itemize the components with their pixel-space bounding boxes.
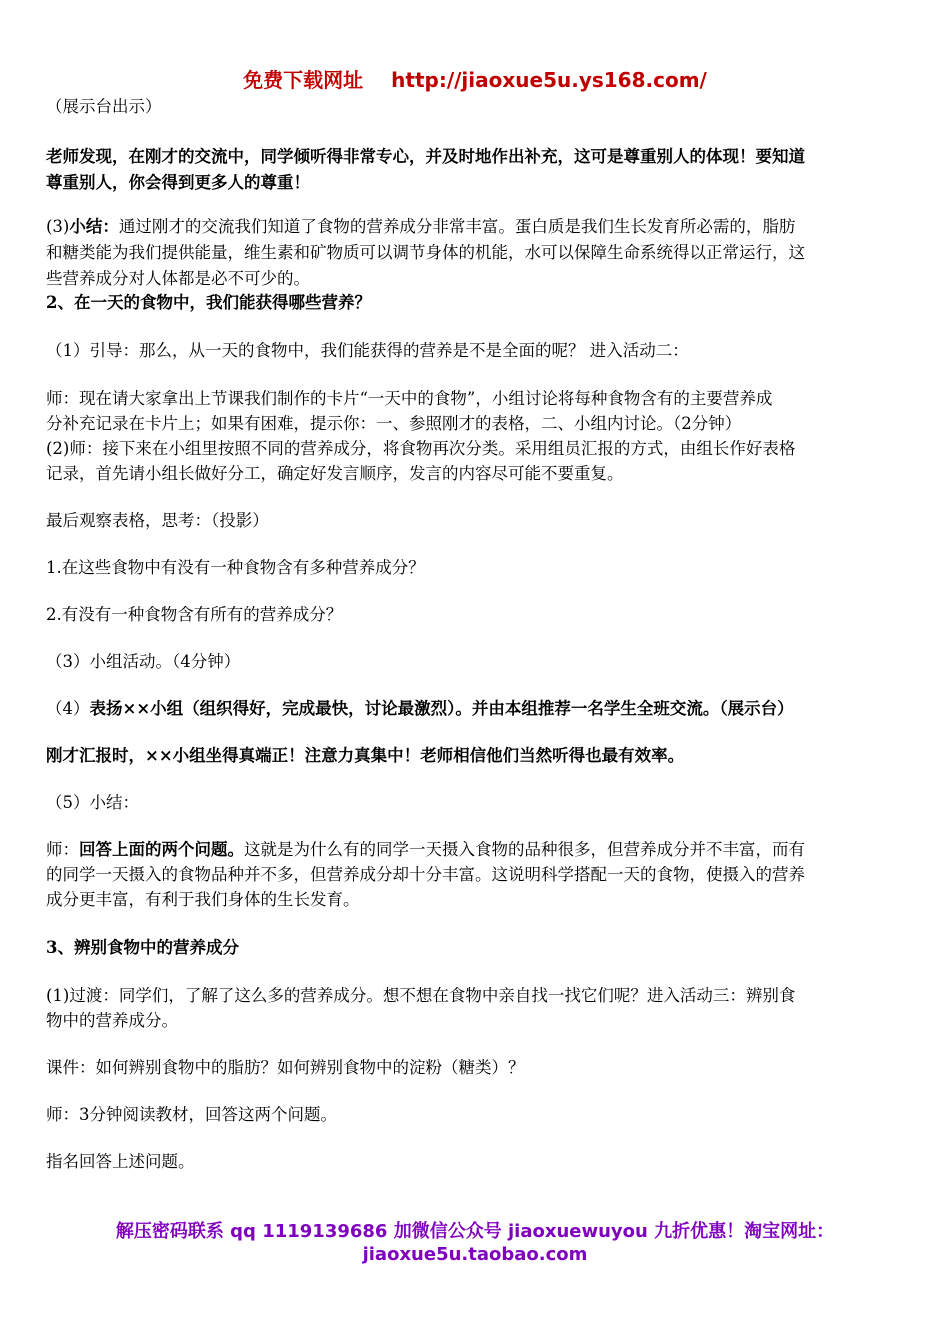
paragraph-teacher-card-line2: 分补充记录在卡片上；如果有困难，提示你：一、参照刚才的表格，二、小组内讨论。（2分钟） [46,414,742,433]
paragraph-courseware: 课件：如何辨别食物中的脂肪？如何辨别食物中的淀粉（糖类）？ [46,1058,525,1077]
header-label: 免费下载网址 [243,68,364,92]
answer-text: 这就是为什么有的同学一天摄入食物的品种很多，但营养成分并不丰富，而有 [244,840,805,859]
paragraph-observe: 最后观察表格，思考：（投影） [46,511,269,530]
paragraph-summary-line2: 和糖类能为我们提供能量，维生素和矿物质可以调节身体的机能，水可以保障生命系统得以正常运行，这 [46,243,805,262]
question-2: 2.有没有一种食物含有所有的营养成分？ [46,605,343,624]
question-1: 1.在这些食物中有没有一种食物含有多种营养成分？ [46,558,425,577]
summary-text: 通过刚才的交流我们知道了食物的营养成分非常丰富。蛋白质是我们生长发育所必需的，脂肪 [118,217,796,236]
download-header [0,66,950,94]
paragraph-respect-line2: 尊重别人，你会得到更多人的尊重！ [46,173,310,192]
paragraph-reading: 师：3分钟阅读教材，回答这两个问题。 [46,1105,337,1124]
paragraph-summary-line3: 些营养成分对人体都是必不可少的。 [46,269,310,288]
paragraph-summary-line1 [46,214,906,240]
section-heading-3: 3、辨别食物中的营养成分 [46,938,239,957]
paragraph-praise [46,696,906,722]
paragraph-showcase: （展示台出示） [46,97,162,116]
footer-contact: 解压密码联系 qq 1119139686 加微信公众号 jiaoxuewuyou 九折优惠！淘宝网址： [115,1221,835,1242]
paragraph-call-on: 指名回答上述问题。 [46,1152,195,1171]
summary-number: (3) [46,217,70,236]
praise-text: 表扬××小组（组织得好，完成最快，讨论最激烈）。并由本组推荐一名学生全班交流。（展示台） [89,699,794,718]
footer-shop-link[interactable]: jiaoxue5u.taobao.com [362,1244,588,1265]
paragraph-group-line2: 记录，首先请小组长做好分工，确定好发言顺序，发言的内容尽可能不要重复。 [46,464,624,483]
paragraph-respect-line1: 老师发现，在刚才的交流中，同学倾听得非常专心，并及时地作出补充，这可是尊重别人的体现！要知道 [46,147,805,166]
paragraph-answer-line3: 成分更丰富，有利于我们身体的生长发育。 [46,890,360,909]
paragraph-group-line1: (2)师：接下来在小组里按照不同的营养成分，将食物再次分类。采用组员汇报的方式，由组长作好表格 [46,439,796,458]
paragraph-guide: （1）引导：那么，从一天的食物中，我们能获得的营养是不是全面的呢？ 进入活动二： [46,341,689,360]
answer-label: 回答上面的两个问题。 [79,840,244,859]
paragraph-transition-line1: (1)过渡：同学们，了解了这么多的营养成分。想不想在食物中亲自找一找它们呢？进入活动三：辨别食 [46,986,796,1005]
paragraph-group-activity: （3）小组活动。（4分钟） [46,652,241,671]
answer-speaker: 师： [46,840,79,859]
paragraph-answer-line2: 的同学一天摄入的食物品种并不多，但营养成分却十分丰富。这说明科学搭配一天的食物，使摄入的营养 [46,865,805,884]
paragraph-report: 刚才汇报时，××小组坐得真端正！注意力真集中！老师相信他们当然听得也最有效率。 [46,746,685,765]
section-heading-2: 2、在一天的食物中，我们能获得哪些营养？ [46,293,371,312]
praise-number: （4） [46,699,90,718]
paragraph-teacher-card-line1: 师：现在请大家拿出上节课我们制作的卡片“一天中的食物”，小组讨论将每种食物含有的主要营养成 [46,389,773,408]
paragraph-summary-5: （5）小结： [46,793,139,812]
paragraph-answer-line1 [46,837,906,863]
header-url-link[interactable]: http://jiaoxue5u.ys168.com/ [391,68,707,92]
paragraph-transition-line2: 物中的营养成分。 [46,1011,178,1030]
summary-label: 小结： [69,217,119,236]
